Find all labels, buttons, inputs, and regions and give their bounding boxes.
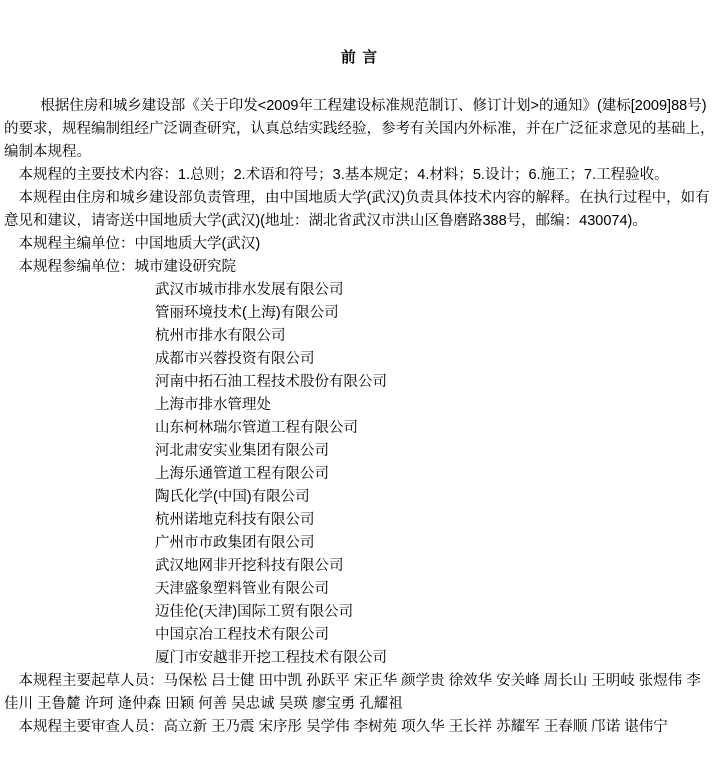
paragraph-management: 本规程由住房和城乡建设部负责管理，由中国地质大学(武汉)负责具体技术内容的解释。在执行过程中，如有意见和建议，请寄送中国地质大学(武汉)(地址：湖北省武汉市洪山区鲁磨路388号，邮编：430074)。 (4, 190, 710, 229)
org-list-item: 山东柯林瑞尔管道工程有限公司 (155, 420, 358, 436)
org-list-item: 上海乐通管道工程有限公司 (155, 466, 329, 482)
chief-editor-value: 中国地质大学(武汉) (134, 236, 261, 252)
chief-editor-line (4, 233, 715, 256)
participating-label: 本规程参编单位： (18, 259, 135, 275)
org-list-item: 上海市排水管理处 (155, 397, 271, 413)
drafters-label: 本规程主要起草人员： (18, 673, 164, 689)
org-list-item: 广州市市政集团有限公司 (155, 535, 315, 551)
org-list-item: 成都市兴蓉投资有限公司 (155, 351, 315, 367)
participating-unit-line (4, 256, 715, 279)
reviewers-names: 高立新 王乃震 宋序彤 吴学伟 李树苑 项久华 王长祥 苏耀军 王春顺 邝诺 谌伟宁 (163, 719, 668, 735)
org-list-item: 武汉地网非开挖科技有限公司 (155, 558, 344, 574)
org-list-item: 迈佳伦(天津)国际工贸有限公司 (155, 604, 354, 620)
org-list-item: 杭州诺地克科技有限公司 (155, 512, 315, 528)
drafters-line (4, 670, 715, 716)
participating-org-list (4, 279, 715, 670)
org-list-item: 杭州市排水有限公司 (155, 328, 286, 344)
org-list-item: 武汉市城市排水发展有限公司 (155, 282, 344, 298)
drafters-names: 马保松 吕士健 田中凯 孙跃平 宋正华 颜学贵 徐效华 安关峰 周长山 王明岐 张煜伟 李佳川 王鲁麓 许珂 逄仲森 田颖 何善 吴忠诚 吴瑛 廖宝勇 孔耀祖 (4, 673, 701, 712)
org-list-item: 中国京冶工程技术有限公司 (155, 627, 329, 643)
paragraph-technical-contents: 本规程的主要技术内容：1.总则；2.术语和符号；3.基本规定；4.材料；5.设计；6.施工；7.工程验收。 (18, 167, 669, 183)
org-list-item: 陶氏化学(中国)有限公司 (155, 489, 310, 505)
org-list-item: 管丽环境技术(上海)有限公司 (155, 305, 339, 321)
page-title: 前 言 (340, 49, 379, 66)
org-list-item: 河北肃安实业集团有限公司 (155, 443, 329, 459)
reviewers-label: 本规程主要审查人员： (18, 719, 164, 735)
paragraph-basis: 根据住房和城乡建设部《关于印发<2009年工程建设标准规范制订、修订计划>的通知》(建标[2009]88号)的要求，规程编制组经广泛调查研究，认真总结实践经验，参考有关国内外标准，并在广泛征求意见的基础上，编制本规程。 (4, 98, 715, 160)
participating-first-org: 城市建设研究院 (134, 259, 236, 275)
org-list-item: 天津盛象塑料管业有限公司 (155, 581, 329, 597)
org-list-item: 厦门市安越非开挖工程技术有限公司 (155, 650, 387, 666)
org-list-item: 河南中拓石油工程技术股份有限公司 (155, 374, 387, 390)
chief-editor-label: 本规程主编单位： (18, 236, 135, 252)
reviewers-line (4, 716, 715, 739)
